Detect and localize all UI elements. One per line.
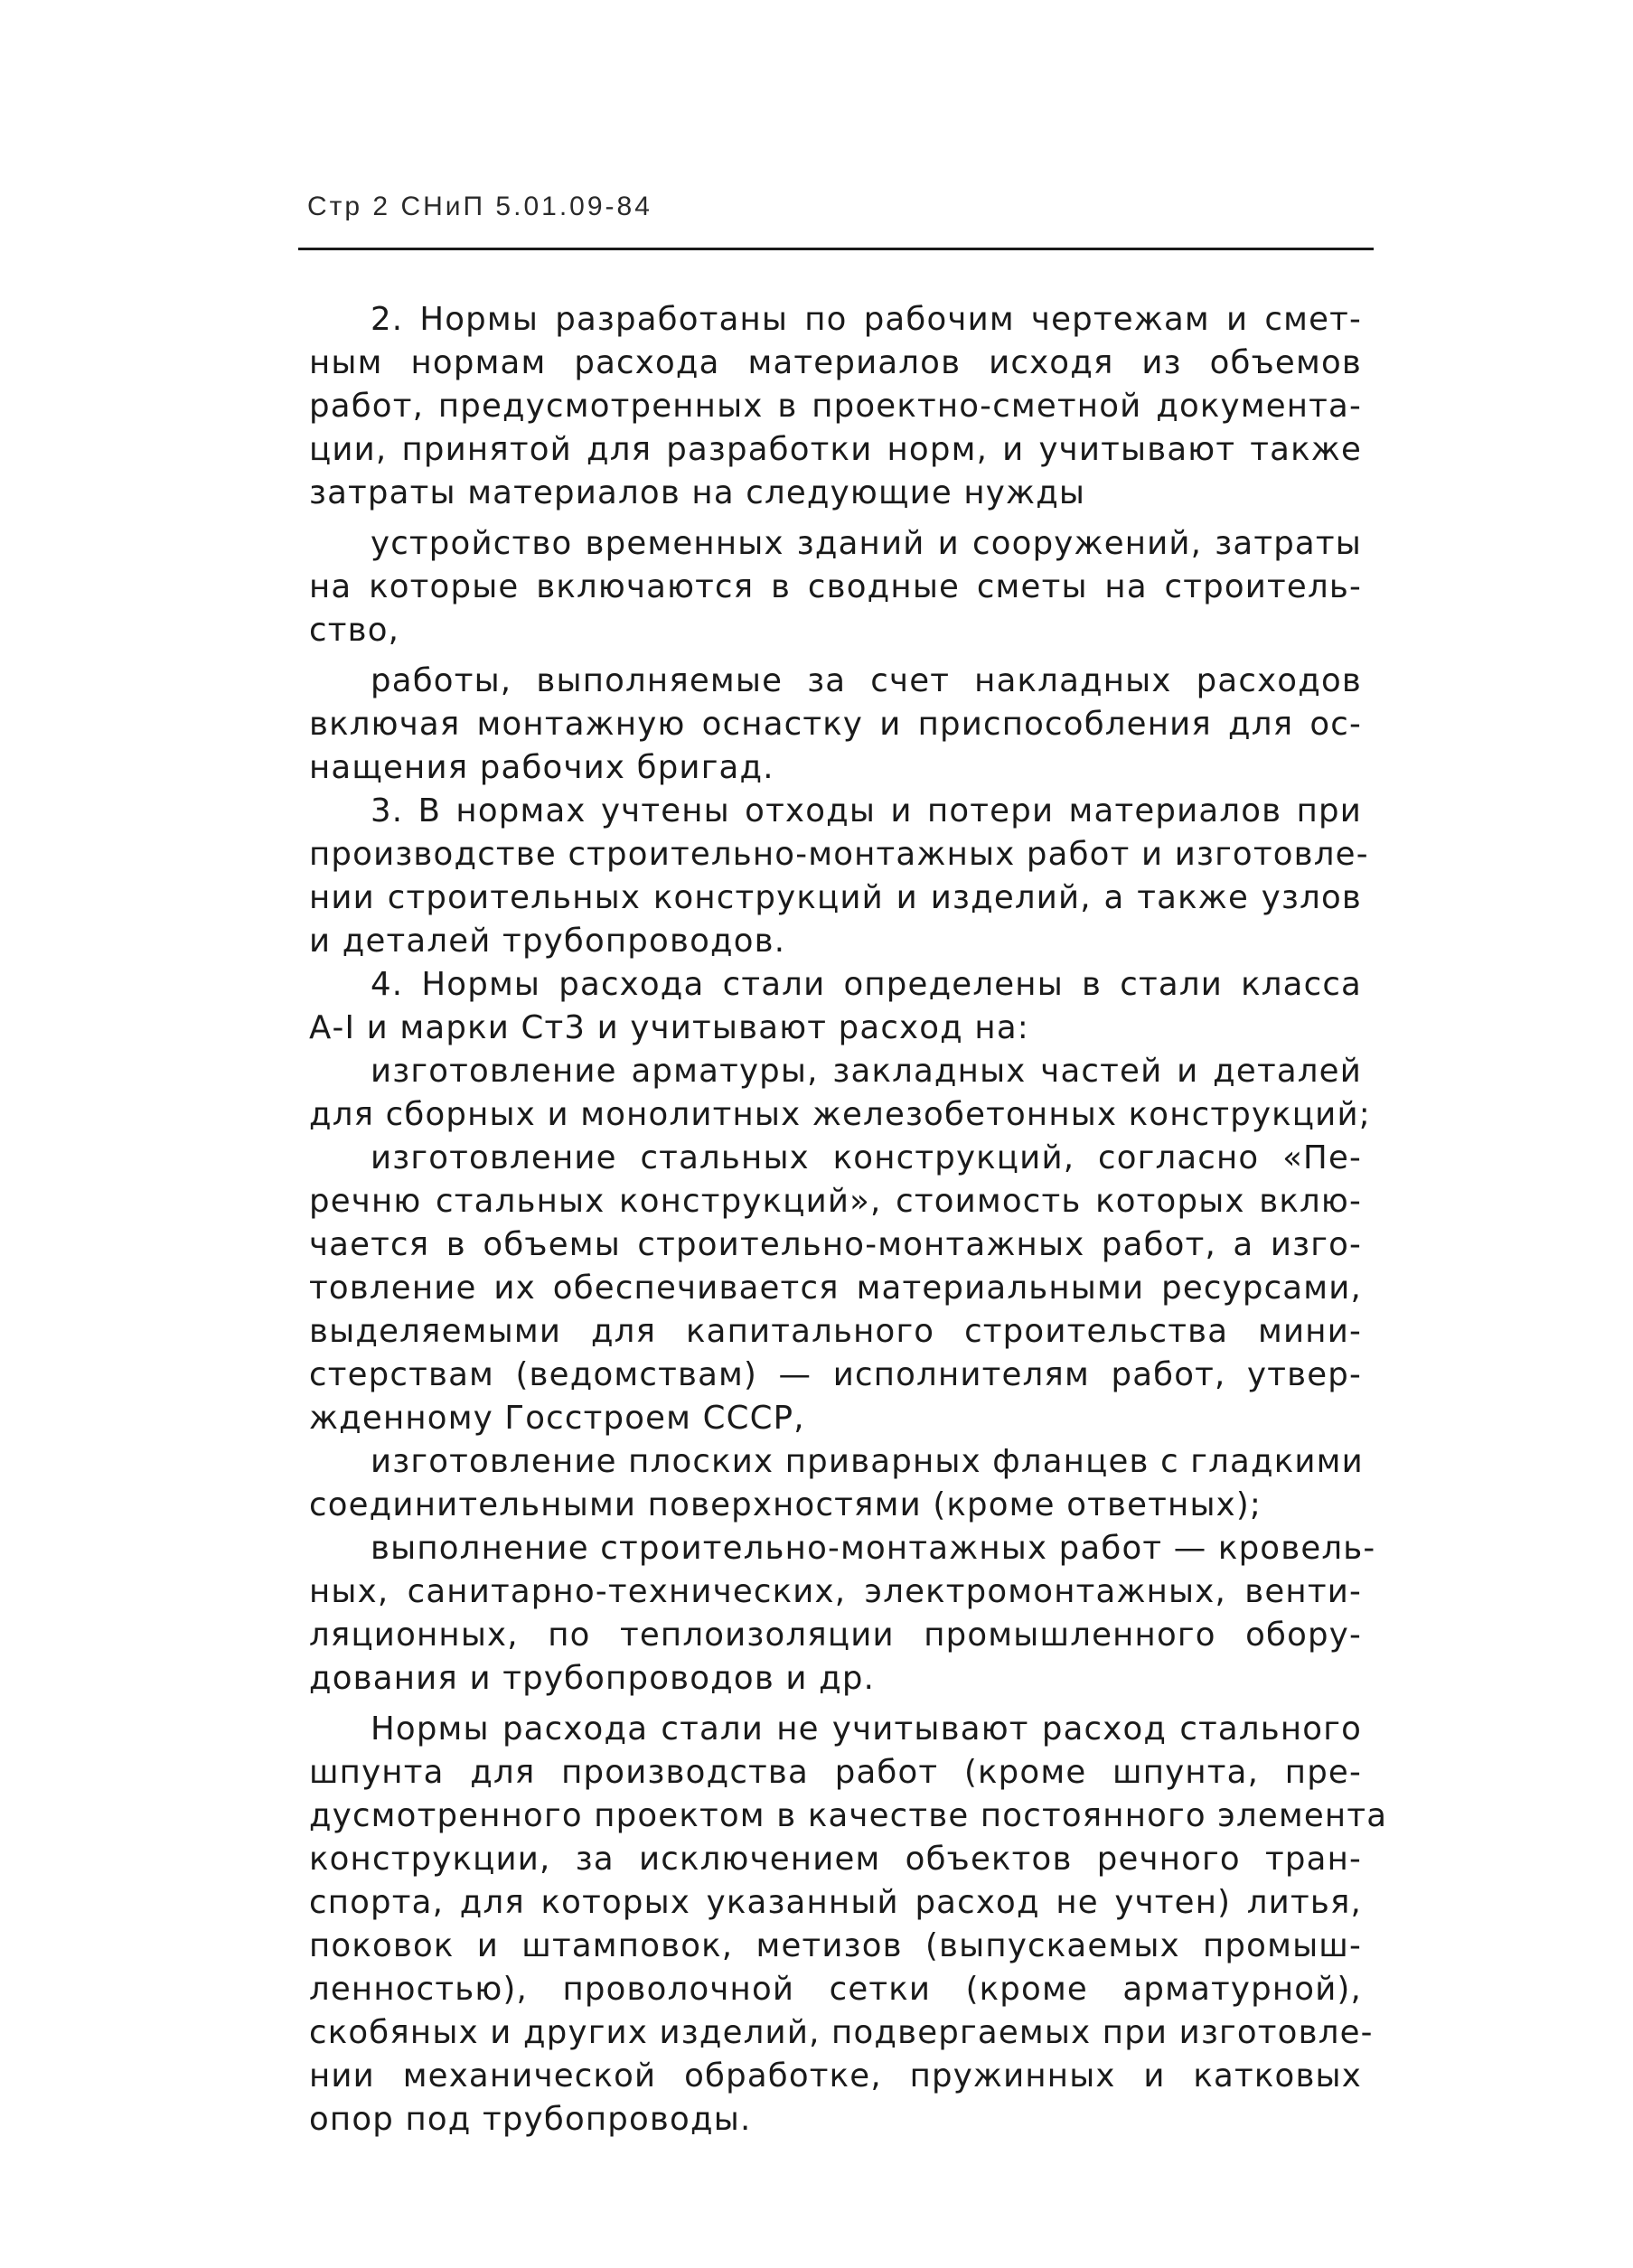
paragraph <box>309 1440 1362 1527</box>
running-header: Стр 2 СНиП 5.01.09-84 <box>307 192 652 221</box>
text-line: дусмотренного проектом в качестве постоянного элемента <box>309 1797 1388 1834</box>
text-line: изготовление плоских приварных фланцев с гладкими <box>371 1443 1364 1480</box>
text-line: жденному Госстроем СССР, <box>309 1400 805 1437</box>
paragraph <box>309 1137 1362 1440</box>
paragraph <box>309 660 1362 790</box>
text-line: ляционных, по теплоизоляции промышленного обору- <box>309 1617 1362 1654</box>
text-line: нащения рабочих бригад. <box>309 749 774 786</box>
text-line: шпунта для производства работ (кроме шпунта, пре- <box>309 1754 1362 1791</box>
text-line: для сборных и монолитных железобетонных конструкций; <box>309 1096 1371 1133</box>
paragraph <box>309 963 1362 1050</box>
text-line: ленностью), проволочной сетки (кроме арматурной), <box>309 1971 1362 2008</box>
text-line: спорта, для которых указанный расход не учтен) литья, <box>309 1884 1362 1921</box>
text-line: стерствам (ведомствам) — исполнителям работ, утвер- <box>309 1356 1362 1393</box>
text-line: опор под трубопроводы. <box>309 2101 752 2138</box>
text-line: дования и трубопроводов и др. <box>309 1660 876 1697</box>
text-line: нии механической обработке, пружинных и катковых <box>309 2057 1362 2095</box>
text-line: 2. Нормы разработаны по рабочим чертежам и смет- <box>371 301 1362 338</box>
document-body <box>309 298 1388 2141</box>
text-line: выполнение строительно-монтажных работ — кровель- <box>371 1530 1376 1567</box>
header-divider <box>298 248 1374 250</box>
text-line: производстве строительно-монтажных работ и изготовле- <box>309 836 1369 873</box>
text-line: включая монтажную оснастку и приспособления для ос- <box>309 706 1362 743</box>
text-line: чается в объемы строительно-монтажных работ, а изго- <box>309 1226 1362 1263</box>
text-line: А-I и марки Ст3 и учитывают расход на: <box>309 1009 1029 1046</box>
paragraph <box>309 1527 1376 1701</box>
text-line: речню стальных конструкций», стоимость которых вклю- <box>309 1183 1362 1220</box>
text-line: ных, санитарно-технических, электромонтажных, венти- <box>309 1573 1362 1610</box>
text-line: изготовление стальных конструкций, согласно «Пе- <box>371 1139 1362 1176</box>
text-line: на которые включаются в сводные сметы на строитель- <box>309 568 1362 605</box>
text-line: нии строительных конструкций и изделий, а также узлов <box>309 879 1362 916</box>
text-line: ным нормам расхода материалов исходя из объемов <box>309 344 1362 381</box>
paragraph <box>309 298 1362 515</box>
text-line: ции, принятой для разработки норм, и учитывают также <box>309 431 1362 468</box>
paragraph <box>309 1050 1371 1137</box>
text-line: Нормы расхода стали не учитывают расход стального <box>371 1710 1362 1748</box>
text-line: товление их обеспечивается материальными ресурсами, <box>309 1270 1362 1307</box>
text-line: изготовление арматуры, закладных частей и деталей <box>371 1053 1362 1090</box>
text-line: соединительными поверхностями (кроме ответных); <box>309 1486 1262 1523</box>
paragraph <box>309 522 1362 652</box>
text-line: и деталей трубопроводов. <box>309 923 786 960</box>
paragraph <box>309 1708 1388 2141</box>
text-line: 4. Нормы расхода стали определены в стали класса <box>371 966 1362 1003</box>
text-line: конструкции, за исключением объектов речного тран- <box>309 1841 1362 1878</box>
text-line: устройство временных зданий и сооружений, затраты <box>371 525 1362 562</box>
text-line: работы, выполняемые за счет накладных расходов <box>371 662 1362 699</box>
text-line: работ, предусмотренных в проектно-сметной документа- <box>309 388 1362 425</box>
text-line: поковок и штамповок, метизов (выпускаемых промыш- <box>309 1927 1362 1964</box>
text-line: ство, <box>309 612 400 649</box>
text-line: скобяных и других изделий, подвергаемых при изготовле- <box>309 2014 1374 2051</box>
text-line: выделяемыми для капитального строительства мини- <box>309 1313 1362 1350</box>
text-line: затраты материалов на следующие нужды <box>309 474 1086 511</box>
paragraph <box>309 790 1369 963</box>
text-line: 3. В нормах учтены отходы и потери материалов при <box>371 792 1362 829</box>
